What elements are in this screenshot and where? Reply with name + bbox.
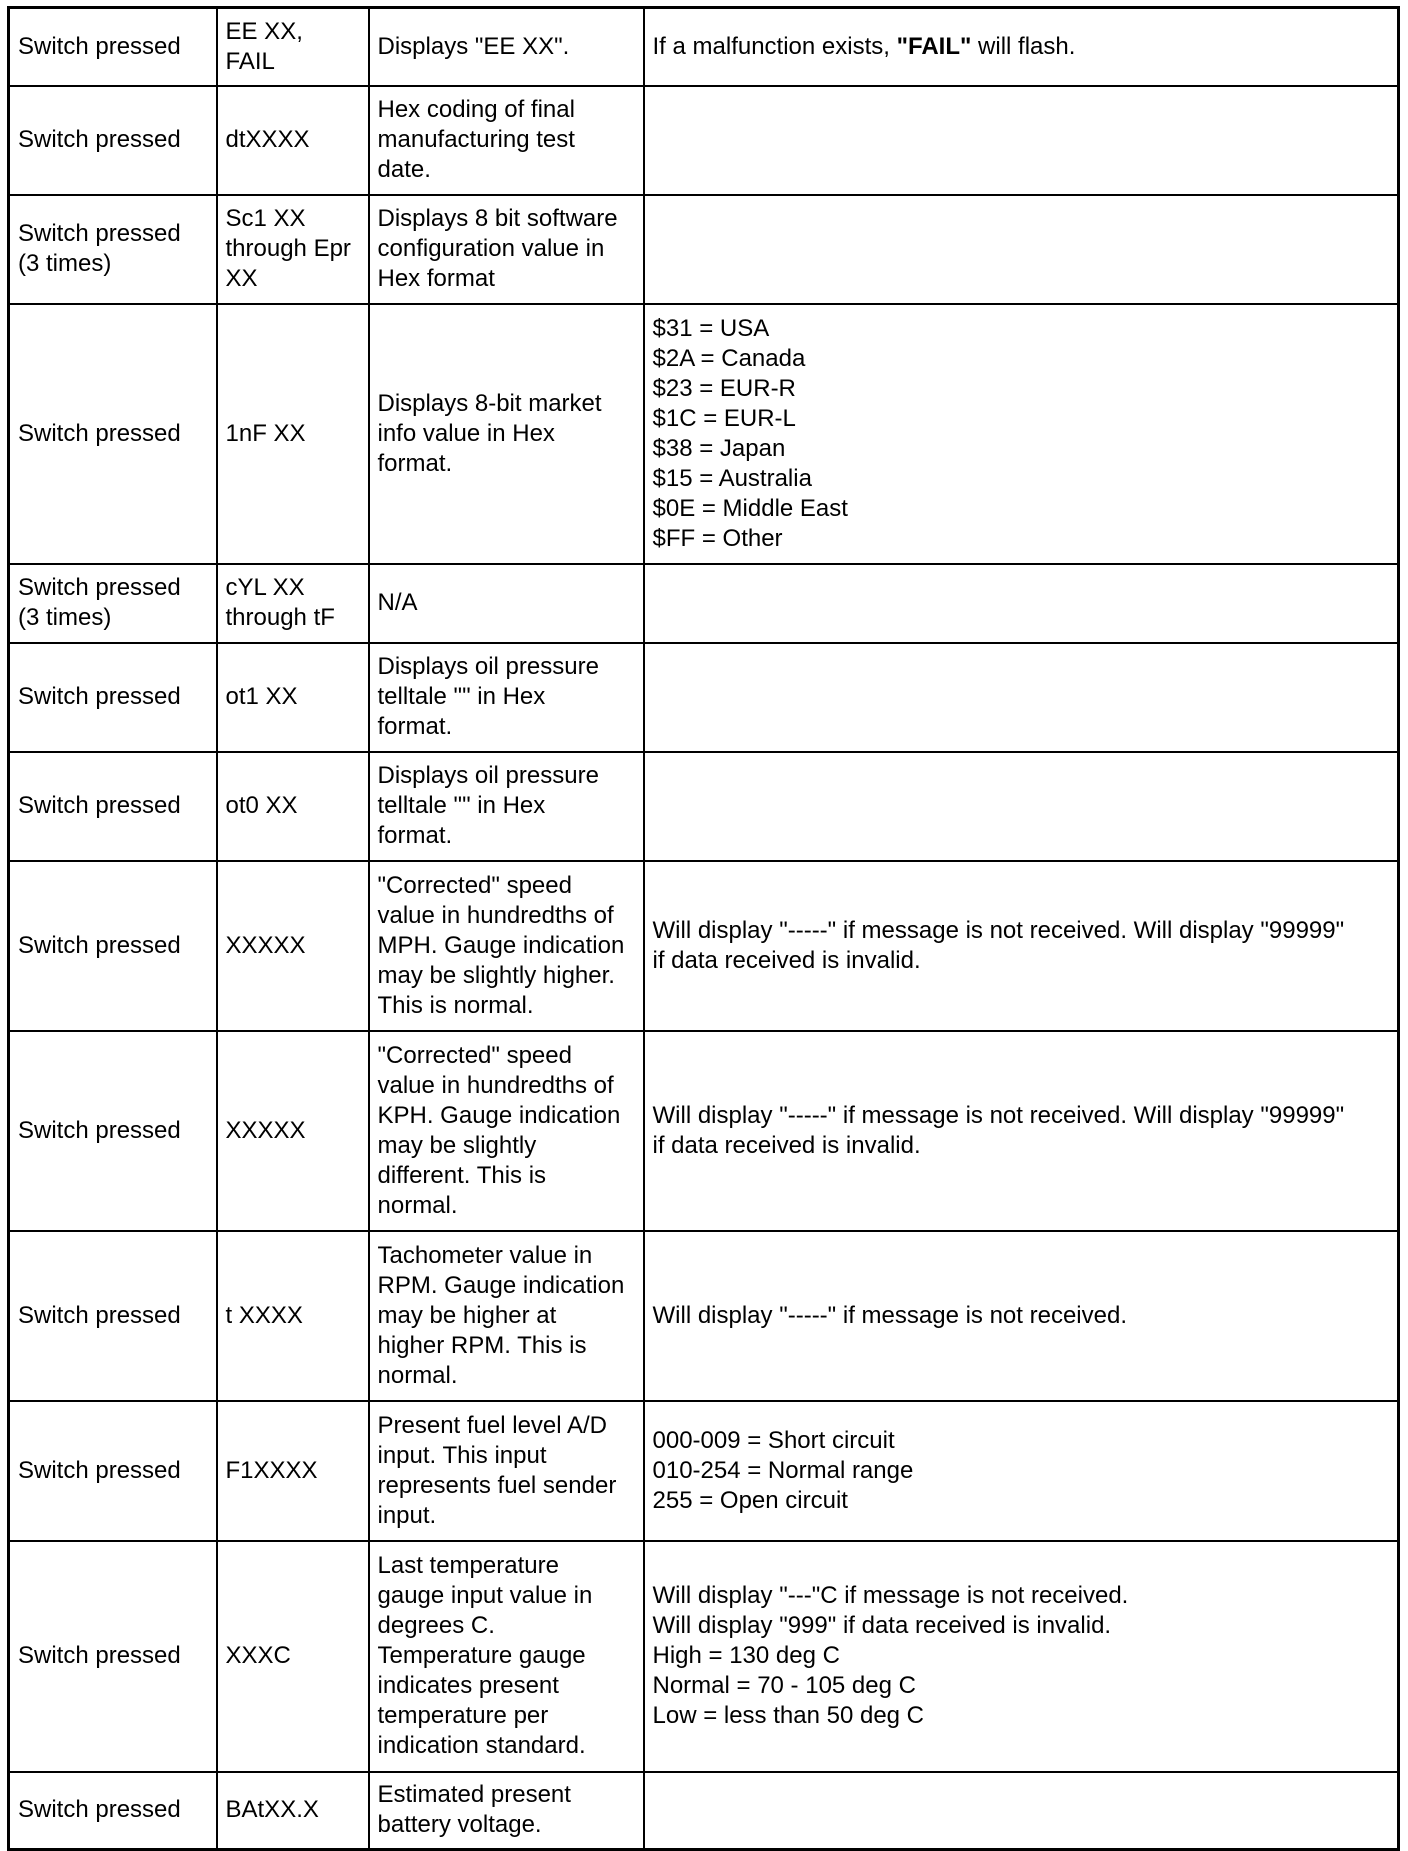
action-cell: Switch pressed (3 times)	[9, 195, 217, 304]
notes-cell	[644, 643, 1399, 752]
table-row	[9, 564, 1399, 643]
description-cell: Displays oil pressure telltale "" in Hex format.	[369, 752, 644, 861]
description-cell: Displays 8-bit market info value in Hex format.	[369, 304, 644, 564]
notes-cell	[644, 564, 1399, 643]
action-cell: Switch pressed	[9, 1541, 217, 1772]
notes-cell: Will display "-----" if message is not received. Will display "99999" if data received is invalid.	[644, 861, 1399, 1031]
notes-text: If a malfunction exists,	[652, 32, 897, 60]
display-cell: F1XXXX	[217, 1401, 369, 1541]
description-cell: Displays "EE XX".	[369, 8, 644, 86]
description-cell: "Corrected" speed value in hundredths of KPH. Gauge indication may be slightly different. This is normal.	[369, 1031, 644, 1231]
display-cell: ot1 XX	[217, 643, 369, 752]
display-cell: cYL XX through tF	[217, 564, 369, 643]
action-cell: Switch pressed	[9, 1231, 217, 1401]
table-row	[9, 861, 1399, 1031]
notes-cell	[644, 86, 1399, 195]
action-cell: Switch pressed	[9, 643, 217, 752]
table-row	[9, 1231, 1399, 1401]
action-cell: Switch pressed	[9, 1772, 217, 1850]
display-cell: XXXC	[217, 1541, 369, 1772]
notes-emphasis: "FAIL"	[896, 32, 972, 60]
description-cell: Tachometer value in RPM. Gauge indication may be higher at higher RPM. This is normal.	[369, 1231, 644, 1401]
table-row	[9, 1772, 1399, 1850]
notes-cell	[644, 752, 1399, 861]
display-cell: EE XX, FAIL	[217, 8, 369, 86]
notes-text: will flash.	[971, 32, 1076, 60]
display-cell: XXXXX	[217, 861, 369, 1031]
table-row	[9, 195, 1399, 304]
display-cell: t XXXX	[217, 1231, 369, 1401]
table-row	[9, 1031, 1399, 1231]
display-cell: dtXXXX	[217, 86, 369, 195]
description-cell: Displays 8 bit software configuration value in Hex format	[369, 195, 644, 304]
table-row	[9, 86, 1399, 195]
description-cell: "Corrected" speed value in hundredths of MPH. Gauge indication may be slightly higher. This is normal.	[369, 861, 644, 1031]
description-cell: N/A	[369, 564, 644, 643]
table-row	[9, 304, 1399, 564]
action-cell: Switch pressed	[9, 752, 217, 861]
action-cell: Switch pressed	[9, 304, 217, 564]
action-cell: Switch pressed	[9, 861, 217, 1031]
action-cell: Switch pressed	[9, 1401, 217, 1541]
display-cell: 1nF XX	[217, 304, 369, 564]
diagnostic-display-table	[7, 6, 1400, 1851]
description-cell: Last temperature gauge input value in degrees C. Temperature gauge indicates present temperature per indication standard.	[369, 1541, 644, 1772]
table-row	[9, 643, 1399, 752]
action-cell: Switch pressed (3 times)	[9, 564, 217, 643]
notes-cell	[644, 8, 1399, 86]
display-cell: ot0 XX	[217, 752, 369, 861]
action-cell: Switch pressed	[9, 1031, 217, 1231]
notes-cell	[644, 195, 1399, 304]
action-cell: Switch pressed	[9, 86, 217, 195]
table-row	[9, 8, 1399, 86]
notes-cell: $31 = USA $2A = Canada $23 = EUR-R $1C = EUR-L $38 = Japan $15 = Australia $0E = Middle East $FF = Other	[644, 304, 1399, 564]
display-cell: BAtXX.X	[217, 1772, 369, 1850]
action-cell: Switch pressed	[9, 8, 217, 86]
notes-cell	[644, 1772, 1399, 1850]
display-cell: Sc1 XX through Epr XX	[217, 195, 369, 304]
table-row	[9, 1541, 1399, 1772]
description-cell: Hex coding of final manufacturing test date.	[369, 86, 644, 195]
notes-cell: Will display "---"C if message is not received. Will display "999" if data received is invalid. High = 130 deg C Normal = 70 - 105 deg C Low = less than 50 deg C	[644, 1541, 1399, 1772]
notes-cell: Will display "-----" if message is not received. Will display "99999" if data received is invalid.	[644, 1031, 1399, 1231]
display-cell: XXXXX	[217, 1031, 369, 1231]
notes-cell: Will display "-----" if message is not received.	[644, 1231, 1399, 1401]
table-row	[9, 1401, 1399, 1541]
description-cell: Displays oil pressure telltale "" in Hex format.	[369, 643, 644, 752]
table-row	[9, 752, 1399, 861]
notes-cell: 000-009 = Short circuit 010-254 = Normal range 255 = Open circuit	[644, 1401, 1399, 1541]
description-cell: Present fuel level A/D input. This input represents fuel sender input.	[369, 1401, 644, 1541]
description-cell: Estimated present battery voltage.	[369, 1772, 644, 1850]
